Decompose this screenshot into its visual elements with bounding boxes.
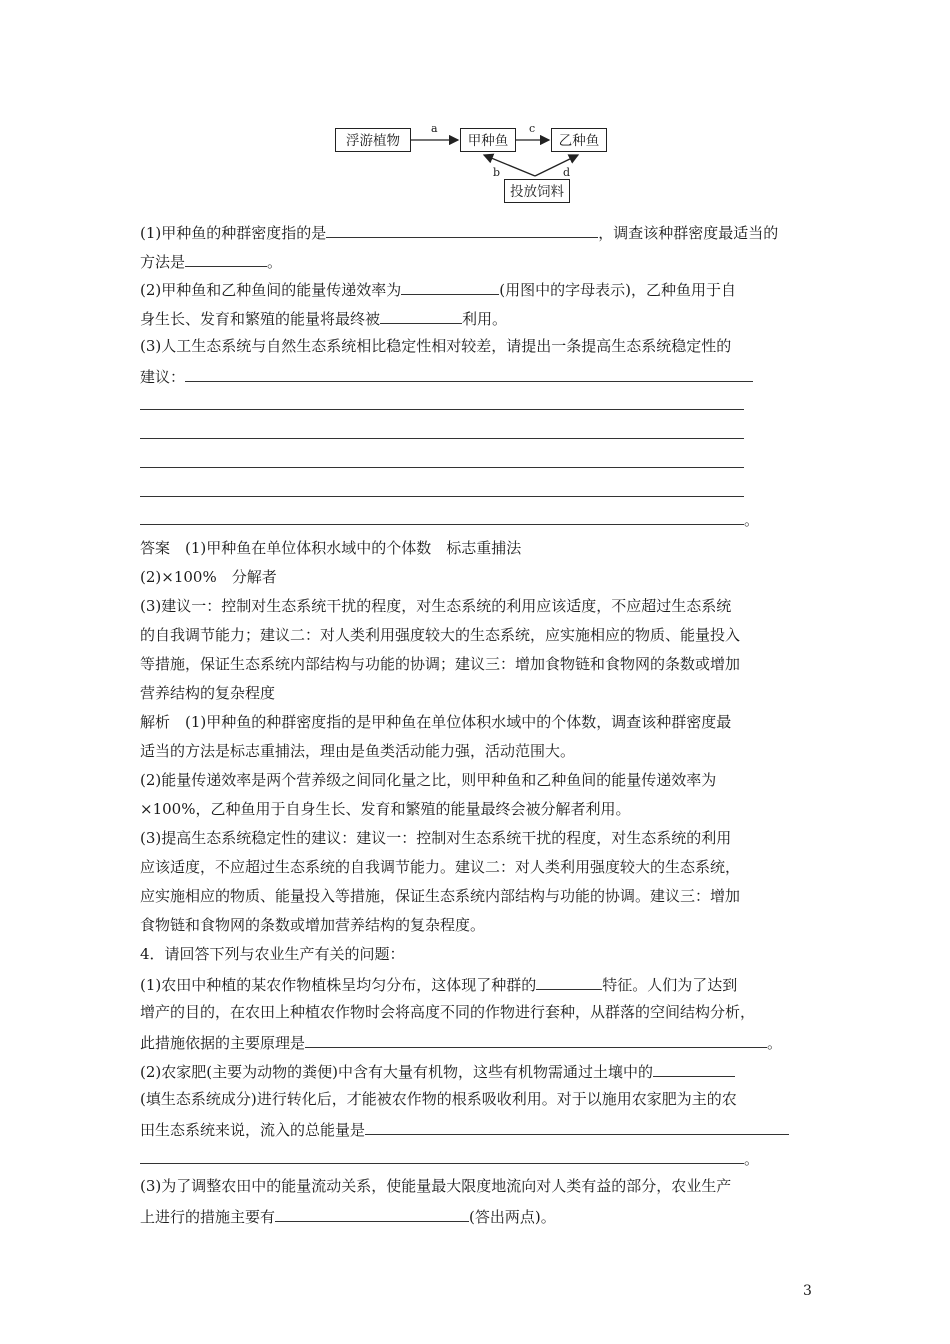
q4-part2-line2: (填生态系统成分)进行转化后，才能被农作物的根系吸收利用。对于以施用农家肥为主的农 — [140, 1090, 737, 1108]
answer-line: (2)×100% 分解者 — [140, 568, 277, 586]
q4-part2-line4: 。 — [140, 1147, 759, 1169]
q4-title: 4．请回答下列与农业生产有关的问题： — [140, 945, 405, 963]
analysis-line: 食物链和食物网的条数或增加营养结构的复杂程度。 — [140, 916, 486, 934]
q3-part3-line2: 建议： — [140, 365, 753, 387]
node-plankton: 浮游植物 — [335, 128, 411, 152]
q4-part1-line2: 增产的目的，在农田上种植农作物时会将高度不同的作物进行套种，从群落的空间结构分析， — [140, 1003, 756, 1021]
answer-rule — [140, 438, 744, 439]
q4-part1-line3: 此措施依据的主要原理是 。 — [140, 1031, 782, 1053]
answer-rule — [140, 409, 744, 410]
answer-rule — [140, 467, 744, 468]
answer-line: 的自我调节能力；建议二：对人类利用强度较大的生态系统，应实施相应的物质、能量投入 — [140, 626, 741, 644]
q3-part3-line1: (3)人工生态系统与自然生态系统相比稳定性相对较差，请提出一条提高生态系统稳定性的 — [140, 337, 732, 355]
food-chain-diagram — [330, 118, 630, 213]
q3-part1-line2: 方法是 。 — [140, 250, 282, 272]
q4-part2-line3: 田生态系统来说，流入的总能量是 — [140, 1118, 789, 1140]
analysis-line: 适当的方法是标志重捕法，理由是鱼类活动能力强，活动范围大。 — [140, 742, 576, 760]
analysis-line: ×100%，乙种鱼用于自身生长、发育和繁殖的能量最终会被分解者利用。 — [140, 800, 631, 818]
answer-rule — [140, 496, 744, 497]
q3-last-rule-line: 。 — [140, 508, 759, 530]
q3-part1-line1: (1)甲种鱼的种群密度指的是 ，调查该种群密度最适当的 — [140, 221, 778, 243]
analysis-line: (2)能量传递效率是两个营养级之间同化量之比，则甲种鱼和乙种鱼间的能量传递效率为 — [140, 771, 717, 789]
edge-label-c: c — [529, 122, 536, 135]
node-fish-a: 甲种鱼 — [460, 128, 516, 152]
q3-part2-line1: (2)甲种鱼和乙种鱼间的能量传递效率为 (用图中的字母表示)，乙种鱼用于自 — [140, 278, 736, 300]
q4-part3-line2: 上进行的措施主要有 (答出两点)。 — [140, 1205, 556, 1227]
analysis-line: 解析 (1)甲种鱼的种群密度指的是甲种鱼在单位体积水域中的个体数，调查该种群密度最 — [140, 713, 732, 731]
arrow-b — [484, 155, 535, 179]
edge-label-a: a — [431, 122, 438, 135]
node-feed: 投放饲料 — [504, 179, 570, 203]
arrow-d — [535, 155, 578, 179]
page-number: 3 — [803, 1283, 812, 1299]
answer-line: 营养结构的复杂程度 — [140, 684, 276, 702]
node-fish-b: 乙种鱼 — [551, 128, 607, 152]
answer-line: (3)建议一：控制对生态系统干扰的程度，对生态系统的利用应该适度，不应超过生态系统 — [140, 597, 732, 615]
q4-part2-line1: (2)农家肥(主要为动物的粪便)中含有大量有机物，这些有机物需通过土壤中的 — [140, 1060, 735, 1082]
q3-part2-line2: 身生长、发育和繁殖的能量将最终被 利用。 — [140, 307, 507, 329]
analysis-line: 应该适度，不应超过生态系统的自我调节能力。建议二：对人类利用强度较大的生态系统， — [140, 858, 741, 876]
analysis-line: (3)提高生态系统稳定性的建议：建议一：控制对生态系统干扰的程度，对生态系统的利用 — [140, 829, 732, 847]
edge-label-d: d — [563, 166, 571, 179]
answer-line: 答案 (1)甲种鱼在单位体积水域中的个体数 标志重捕法 — [140, 539, 522, 557]
q4-part1-line1: (1)农田中种植的某农作物植株呈均匀分布，这体现了种群的 特征。人们为了达到 — [140, 973, 737, 995]
edge-label-b: b — [493, 166, 501, 179]
q4-part3-line1: (3)为了调整农田中的能量流动关系，使能量最大限度地流向对人类有益的部分，农业生产 — [140, 1177, 732, 1195]
answer-line: 等措施，保证生态系统内部结构与功能的协调；建议三：增加食物链和食物网的条数或增加 — [140, 655, 741, 673]
analysis-line: 应实施相应的物质、能量投入等措施，保证生态系统内部结构与功能的协调。建议三：增加 — [140, 887, 741, 905]
